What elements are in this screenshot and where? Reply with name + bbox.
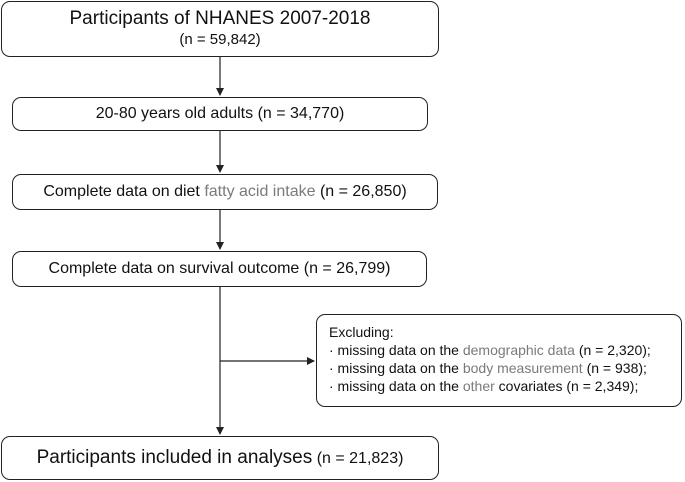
exclusion-item-post: (n = 938); xyxy=(582,360,647,376)
exclusion-item-highlight: demographic data xyxy=(462,342,575,358)
adults-text: 20-80 years old adults (n = 34,770) xyxy=(95,105,345,122)
excluding-box xyxy=(316,314,682,407)
participants-count: (n = 59,842) xyxy=(179,31,261,48)
excluding-title: Excluding: xyxy=(329,324,394,340)
adults-box xyxy=(12,97,428,131)
final-label: Participants included in analyses xyxy=(36,447,313,468)
exclusion-item xyxy=(329,341,681,359)
participants-title: Participants of NHANES 2007-2018 xyxy=(69,8,371,29)
exclusion-item-pre: · missing data on the xyxy=(329,342,463,358)
survival-text: Complete data on survival outcome (n = 26,799) xyxy=(48,260,391,277)
participants-box xyxy=(1,1,439,57)
exclusion-item-pre: · missing data on the xyxy=(329,378,463,394)
diet-box xyxy=(12,174,438,210)
exclusion-item-highlight: body measurement xyxy=(462,360,583,376)
exclusion-item xyxy=(329,359,681,377)
exclusion-item-highlight: other xyxy=(462,378,495,394)
exclusion-item-post: (n = 2,320); xyxy=(574,342,651,358)
exclusion-item xyxy=(329,377,681,395)
diet-text-post: (n = 26,850) xyxy=(315,183,407,200)
diet-text-pre: Complete data on diet xyxy=(43,183,205,200)
diet-highlight: fatty acid intake xyxy=(204,183,316,200)
exclusion-item-post: covariates (n = 2,349); xyxy=(494,378,639,394)
survival-box xyxy=(12,251,427,287)
final-box xyxy=(1,436,439,480)
final-count: (n = 21,823) xyxy=(312,450,404,467)
exclusion-item-pre: · missing data on the xyxy=(329,360,463,376)
